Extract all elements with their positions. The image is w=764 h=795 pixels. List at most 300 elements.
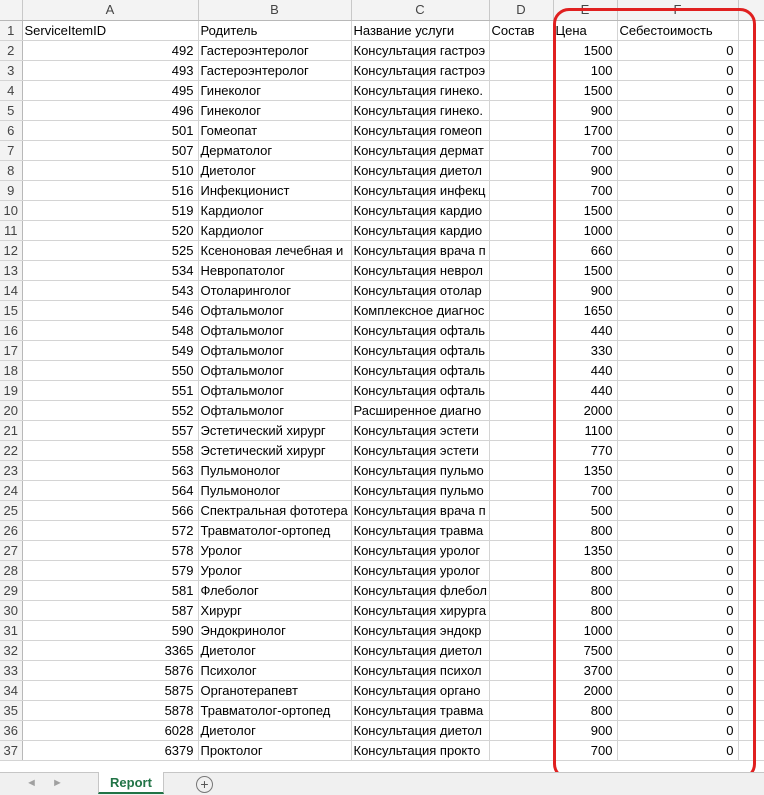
cell-composition[interactable] xyxy=(489,61,553,81)
cell-empty[interactable] xyxy=(738,161,764,181)
column-header-b[interactable]: B xyxy=(198,0,351,21)
cell-price[interactable]: 440 xyxy=(553,321,617,341)
cell-price[interactable]: 1700 xyxy=(553,121,617,141)
cell-parent[interactable]: Офтальмолог xyxy=(198,341,351,361)
row-number[interactable]: 6 xyxy=(0,121,22,141)
cell-service-name[interactable]: Консультация неврол xyxy=(351,261,489,281)
cell-empty[interactable] xyxy=(738,401,764,421)
cell-empty[interactable] xyxy=(738,521,764,541)
cell-service-name[interactable]: Консультация офталь xyxy=(351,361,489,381)
cell-parent[interactable]: Офтальмолог xyxy=(198,321,351,341)
cell-price[interactable]: 2000 xyxy=(553,681,617,701)
cell-empty[interactable] xyxy=(738,581,764,601)
cell-price[interactable]: 1500 xyxy=(553,81,617,101)
cell-parent[interactable]: Пульмонолог xyxy=(198,481,351,501)
cell-parent[interactable]: Офтальмолог xyxy=(198,401,351,421)
cell-composition[interactable] xyxy=(489,461,553,481)
row-number[interactable]: 36 xyxy=(0,721,22,741)
cell-composition[interactable] xyxy=(489,161,553,181)
cell-composition[interactable] xyxy=(489,421,553,441)
cell-cost[interactable]: 0 xyxy=(617,361,738,381)
cell-cost[interactable]: 0 xyxy=(617,541,738,561)
cell-composition[interactable] xyxy=(489,521,553,541)
cell-cost[interactable]: 0 xyxy=(617,681,738,701)
cell-cost[interactable]: 0 xyxy=(617,641,738,661)
cell-service-item-id[interactable]: 548 xyxy=(22,321,198,341)
cell-service-name[interactable]: Консультация офталь xyxy=(351,381,489,401)
cell-cost[interactable]: 0 xyxy=(617,301,738,321)
cell-price[interactable]: 800 xyxy=(553,521,617,541)
row-number[interactable]: 32 xyxy=(0,641,22,661)
cell-service-name[interactable]: Консультация отолар xyxy=(351,281,489,301)
row-number[interactable]: 11 xyxy=(0,221,22,241)
cell-composition[interactable] xyxy=(489,101,553,121)
cell-cost[interactable]: 0 xyxy=(617,41,738,61)
cell-service-item-id[interactable]: 549 xyxy=(22,341,198,361)
cell-service-item-id[interactable]: 564 xyxy=(22,481,198,501)
cell-cost[interactable]: 0 xyxy=(617,401,738,421)
row-number[interactable]: 17 xyxy=(0,341,22,361)
cell-composition[interactable] xyxy=(489,361,553,381)
cell-price[interactable]: 700 xyxy=(553,481,617,501)
cell-service-item-id[interactable]: 550 xyxy=(22,361,198,381)
cell-cost[interactable]: 0 xyxy=(617,461,738,481)
cell-cost[interactable]: 0 xyxy=(617,581,738,601)
cell-price[interactable]: 3700 xyxy=(553,661,617,681)
cell-service-name[interactable]: Консультация дермат xyxy=(351,141,489,161)
cell-empty[interactable] xyxy=(738,541,764,561)
cell-parent[interactable]: Гинеколог xyxy=(198,101,351,121)
cell-parent[interactable]: Травматолог-ортопед xyxy=(198,701,351,721)
cell-service-name[interactable]: Консультация травма xyxy=(351,521,489,541)
cell-parent[interactable]: Уролог xyxy=(198,561,351,581)
cell-service-item-id[interactable]: 572 xyxy=(22,521,198,541)
cell-parent[interactable]: Кардиолог xyxy=(198,201,351,221)
cell-parent[interactable]: Диетолог xyxy=(198,721,351,741)
cell-service-item-id[interactable]: 543 xyxy=(22,281,198,301)
cell-cost[interactable]: 0 xyxy=(617,321,738,341)
cell-price[interactable]: 2000 xyxy=(553,401,617,421)
cell-price[interactable]: 1650 xyxy=(553,301,617,321)
cell-parent[interactable]: Гастероэнтеролог xyxy=(198,41,351,61)
row-number[interactable]: 26 xyxy=(0,521,22,541)
cell-service-item-id[interactable]: 546 xyxy=(22,301,198,321)
cell-empty[interactable] xyxy=(738,81,764,101)
cell-service-name[interactable]: Консультация флебол xyxy=(351,581,489,601)
row-number[interactable]: 16 xyxy=(0,321,22,341)
cell-composition[interactable] xyxy=(489,241,553,261)
cell-parent[interactable]: Офтальмолог xyxy=(198,381,351,401)
row-number[interactable]: 5 xyxy=(0,101,22,121)
cell-price[interactable]: 1100 xyxy=(553,421,617,441)
column-header-c[interactable]: C xyxy=(351,0,489,21)
cell-price[interactable]: 900 xyxy=(553,281,617,301)
cell-price[interactable]: 1500 xyxy=(553,41,617,61)
cell-empty[interactable] xyxy=(738,121,764,141)
cell-cost[interactable]: 0 xyxy=(617,741,738,761)
cell-composition[interactable] xyxy=(489,661,553,681)
cell-cost[interactable]: 0 xyxy=(617,661,738,681)
cell-empty[interactable] xyxy=(738,561,764,581)
cell-composition[interactable] xyxy=(489,621,553,641)
cell-cost[interactable]: 0 xyxy=(617,341,738,361)
cell-parent[interactable]: Эстетический хирург xyxy=(198,421,351,441)
cell-service-name[interactable]: Консультация инфекц xyxy=(351,181,489,201)
cell-cost[interactable]: 0 xyxy=(617,221,738,241)
cell-parent[interactable]: Диетолог xyxy=(198,641,351,661)
row-number[interactable]: 22 xyxy=(0,441,22,461)
cell-service-item-id[interactable]: 551 xyxy=(22,381,198,401)
cell-empty[interactable] xyxy=(738,661,764,681)
cell-composition[interactable] xyxy=(489,381,553,401)
cell-empty[interactable] xyxy=(738,101,764,121)
cell-cost[interactable]: 0 xyxy=(617,241,738,261)
cell-cost[interactable]: 0 xyxy=(617,141,738,161)
cell-empty[interactable] xyxy=(738,501,764,521)
cell-empty[interactable] xyxy=(738,241,764,261)
cell-cost[interactable]: 0 xyxy=(617,621,738,641)
cell-service-name[interactable]: Консультация офталь xyxy=(351,321,489,341)
cell-empty[interactable] xyxy=(738,341,764,361)
row-number[interactable]: 19 xyxy=(0,381,22,401)
cell-composition[interactable] xyxy=(489,81,553,101)
cell-service-item-id[interactable]: 525 xyxy=(22,241,198,261)
cell-composition[interactable] xyxy=(489,281,553,301)
cell-service-name[interactable]: Консультация гомеоп xyxy=(351,121,489,141)
cell-composition[interactable] xyxy=(489,601,553,621)
cell-empty[interactable] xyxy=(738,41,764,61)
cell-price[interactable]: 800 xyxy=(553,701,617,721)
row-number[interactable]: 9 xyxy=(0,181,22,201)
cell-composition[interactable] xyxy=(489,121,553,141)
cell-cost[interactable]: 0 xyxy=(617,421,738,441)
cell-parent[interactable]: Пульмонолог xyxy=(198,461,351,481)
cell-service-item-id[interactable]: 578 xyxy=(22,541,198,561)
row-number[interactable]: 7 xyxy=(0,141,22,161)
cell-composition[interactable] xyxy=(489,321,553,341)
cell-cost[interactable]: 0 xyxy=(617,561,738,581)
cell-empty[interactable] xyxy=(738,261,764,281)
cell-service-name[interactable]: Консультация прокто xyxy=(351,741,489,761)
cell-cost[interactable]: 0 xyxy=(617,501,738,521)
cell-parent[interactable]: Уролог xyxy=(198,541,351,561)
cell-price[interactable]: 1500 xyxy=(553,201,617,221)
cell-price[interactable]: 800 xyxy=(553,581,617,601)
cell-service-name[interactable]: Консультация кардио xyxy=(351,221,489,241)
row-number[interactable]: 28 xyxy=(0,561,22,581)
cell-service-item-id[interactable]: 5876 xyxy=(22,661,198,681)
row-number[interactable]: 18 xyxy=(0,361,22,381)
cell-header-id[interactable]: ServiceItemID xyxy=(22,21,198,41)
cell-service-item-id[interactable]: 3365 xyxy=(22,641,198,661)
cell-cost[interactable]: 0 xyxy=(617,201,738,221)
cell-parent[interactable]: Кардиолог xyxy=(198,221,351,241)
cell-service-name[interactable]: Консультация врача п xyxy=(351,241,489,261)
cell-parent[interactable]: Гомеопат xyxy=(198,121,351,141)
cell-composition[interactable] xyxy=(489,181,553,201)
cell-parent[interactable]: Офтальмолог xyxy=(198,361,351,381)
cell-service-name[interactable]: Консультация эстети xyxy=(351,421,489,441)
cell-service-item-id[interactable]: 566 xyxy=(22,501,198,521)
cell-price[interactable]: 660 xyxy=(553,241,617,261)
row-number[interactable]: 21 xyxy=(0,421,22,441)
cell-parent[interactable]: Эндокринолог xyxy=(198,621,351,641)
cell-parent[interactable]: Флеболог xyxy=(198,581,351,601)
cell-service-item-id[interactable]: 587 xyxy=(22,601,198,621)
cell-service-name[interactable]: Консультация кардио xyxy=(351,201,489,221)
cell-header-price[interactable]: Цена xyxy=(553,21,617,41)
row-number[interactable]: 1 xyxy=(0,21,22,41)
cell-service-item-id[interactable]: 516 xyxy=(22,181,198,201)
cell-service-item-id[interactable]: 581 xyxy=(22,581,198,601)
cell-composition[interactable] xyxy=(489,741,553,761)
cell-price[interactable]: 800 xyxy=(553,601,617,621)
cell-cost[interactable]: 0 xyxy=(617,481,738,501)
row-number[interactable]: 12 xyxy=(0,241,22,261)
cell-service-item-id[interactable]: 534 xyxy=(22,261,198,281)
cell-price[interactable]: 1000 xyxy=(553,221,617,241)
cell-empty[interactable] xyxy=(738,701,764,721)
cell-empty[interactable] xyxy=(738,441,764,461)
cell-parent[interactable]: Офтальмолог xyxy=(198,301,351,321)
cell-price[interactable]: 700 xyxy=(553,741,617,761)
cell-composition[interactable] xyxy=(489,541,553,561)
cell-service-item-id[interactable]: 579 xyxy=(22,561,198,581)
cell-header-cost[interactable]: Себестоимость xyxy=(617,21,738,41)
cell-service-name[interactable]: Консультация гастроэ xyxy=(351,61,489,81)
cell-service-item-id[interactable]: 6028 xyxy=(22,721,198,741)
cell-composition[interactable] xyxy=(489,721,553,741)
cell-parent[interactable]: Эстетический хирург xyxy=(198,441,351,461)
row-number[interactable]: 20 xyxy=(0,401,22,421)
cell-cost[interactable]: 0 xyxy=(617,101,738,121)
row-number[interactable]: 31 xyxy=(0,621,22,641)
column-header-d[interactable]: D xyxy=(489,0,553,21)
cell-empty[interactable] xyxy=(738,361,764,381)
cell-empty[interactable] xyxy=(738,461,764,481)
row-number[interactable]: 14 xyxy=(0,281,22,301)
cell-price[interactable]: 900 xyxy=(553,101,617,121)
cell-service-item-id[interactable]: 5875 xyxy=(22,681,198,701)
cell-empty[interactable] xyxy=(738,141,764,161)
cell-parent[interactable]: Дерматолог xyxy=(198,141,351,161)
cell-empty[interactable] xyxy=(738,61,764,81)
cell-price[interactable]: 700 xyxy=(553,181,617,201)
cell-parent[interactable]: Гинеколог xyxy=(198,81,351,101)
cell-service-item-id[interactable]: 501 xyxy=(22,121,198,141)
cell-composition[interactable] xyxy=(489,681,553,701)
cell-empty[interactable] xyxy=(738,741,764,761)
cell-service-name[interactable]: Консультация пульмо xyxy=(351,481,489,501)
cell-price[interactable]: 1350 xyxy=(553,541,617,561)
cell-parent[interactable]: Ксеноновая лечебная и xyxy=(198,241,351,261)
cell-service-name[interactable]: Консультация органо xyxy=(351,681,489,701)
cell-service-name[interactable]: Консультация пульмо xyxy=(351,461,489,481)
cell-service-item-id[interactable]: 493 xyxy=(22,61,198,81)
cell-price[interactable]: 440 xyxy=(553,381,617,401)
cell-empty[interactable] xyxy=(738,221,764,241)
cell-service-name[interactable]: Консультация гастроэ xyxy=(351,41,489,61)
cell-service-name[interactable]: Консультация гинеко. xyxy=(351,101,489,121)
cell-price[interactable]: 1350 xyxy=(553,461,617,481)
cell-service-name[interactable]: Комплексное диагнос xyxy=(351,301,489,321)
cell-price[interactable]: 100 xyxy=(553,61,617,81)
cell-composition[interactable] xyxy=(489,641,553,661)
add-sheet-icon[interactable]: + xyxy=(196,776,213,793)
cell-price[interactable]: 500 xyxy=(553,501,617,521)
cell-composition[interactable] xyxy=(489,201,553,221)
cell-composition[interactable] xyxy=(489,221,553,241)
cell-cost[interactable]: 0 xyxy=(617,121,738,141)
cell-service-name[interactable]: Консультация офталь xyxy=(351,341,489,361)
column-header-e[interactable]: E xyxy=(553,0,617,21)
row-number[interactable]: 2 xyxy=(0,41,22,61)
cell-service-name[interactable]: Консультация эндокр xyxy=(351,621,489,641)
cell-composition[interactable] xyxy=(489,261,553,281)
cell-price[interactable]: 800 xyxy=(553,561,617,581)
cell-parent[interactable]: Инфекционист xyxy=(198,181,351,201)
row-number[interactable]: 8 xyxy=(0,161,22,181)
cell-composition[interactable] xyxy=(489,561,553,581)
cell-composition[interactable] xyxy=(489,501,553,521)
cell-cost[interactable]: 0 xyxy=(617,521,738,541)
row-number[interactable]: 37 xyxy=(0,741,22,761)
cell-service-item-id[interactable]: 558 xyxy=(22,441,198,461)
cell-composition[interactable] xyxy=(489,341,553,361)
cell-cost[interactable]: 0 xyxy=(617,701,738,721)
cell-header-service[interactable]: Название услуги xyxy=(351,21,489,41)
cell-parent[interactable]: Органотерапевт xyxy=(198,681,351,701)
cell-empty[interactable] xyxy=(738,681,764,701)
cell-service-item-id[interactable]: 519 xyxy=(22,201,198,221)
cell-price[interactable]: 900 xyxy=(553,161,617,181)
row-number[interactable]: 23 xyxy=(0,461,22,481)
cell-composition[interactable] xyxy=(489,481,553,501)
row-number[interactable]: 15 xyxy=(0,301,22,321)
cell-service-item-id[interactable]: 590 xyxy=(22,621,198,641)
cell-empty[interactable] xyxy=(738,721,764,741)
row-number[interactable]: 13 xyxy=(0,261,22,281)
cell-service-item-id[interactable]: 520 xyxy=(22,221,198,241)
cell-parent[interactable]: Проктолог xyxy=(198,741,351,761)
cell-service-name[interactable]: Консультация уролог xyxy=(351,561,489,581)
cell-service-name[interactable]: Консультация диетол xyxy=(351,721,489,741)
cell-service-item-id[interactable]: 507 xyxy=(22,141,198,161)
cell-parent[interactable]: Травматолог-ортопед xyxy=(198,521,351,541)
row-number[interactable]: 34 xyxy=(0,681,22,701)
cell-parent[interactable]: Гастероэнтеролог xyxy=(198,61,351,81)
cell-composition[interactable] xyxy=(489,141,553,161)
cell-empty[interactable] xyxy=(738,641,764,661)
cell-service-name[interactable]: Расширенное диагно xyxy=(351,401,489,421)
cell-empty[interactable] xyxy=(738,421,764,441)
cell-parent[interactable]: Психолог xyxy=(198,661,351,681)
row-number[interactable]: 33 xyxy=(0,661,22,681)
cell-empty[interactable] xyxy=(738,321,764,341)
cell-service-name[interactable]: Консультация эстети xyxy=(351,441,489,461)
cell-empty[interactable] xyxy=(738,201,764,221)
cell-parent[interactable]: Отоларинголог xyxy=(198,281,351,301)
row-number[interactable]: 25 xyxy=(0,501,22,521)
cell-composition[interactable] xyxy=(489,41,553,61)
cell-empty[interactable] xyxy=(738,301,764,321)
row-number[interactable]: 30 xyxy=(0,601,22,621)
column-header-f[interactable]: F xyxy=(617,0,738,21)
cell-service-name[interactable]: Консультация психол xyxy=(351,661,489,681)
cell-composition[interactable] xyxy=(489,401,553,421)
cell-service-item-id[interactable]: 510 xyxy=(22,161,198,181)
cell-cost[interactable]: 0 xyxy=(617,601,738,621)
cell-empty[interactable] xyxy=(738,281,764,301)
cell-composition[interactable] xyxy=(489,301,553,321)
cell-price[interactable]: 1000 xyxy=(553,621,617,641)
cell-parent[interactable]: Хирург xyxy=(198,601,351,621)
cell-cost[interactable]: 0 xyxy=(617,181,738,201)
cell-composition[interactable] xyxy=(489,581,553,601)
cell-price[interactable]: 7500 xyxy=(553,641,617,661)
row-number[interactable]: 29 xyxy=(0,581,22,601)
cell-empty[interactable] xyxy=(738,481,764,501)
cell-parent[interactable]: Диетолог xyxy=(198,161,351,181)
cell-service-name[interactable]: Консультация уролог xyxy=(351,541,489,561)
scroll-left-icon[interactable]: ◄ xyxy=(26,777,37,789)
cell-service-name[interactable]: Консультация врача п xyxy=(351,501,489,521)
cell-price[interactable]: 770 xyxy=(553,441,617,461)
cell-service-item-id[interactable]: 557 xyxy=(22,421,198,441)
cell-empty[interactable] xyxy=(738,621,764,641)
cell-cost[interactable]: 0 xyxy=(617,721,738,741)
cell-service-item-id[interactable]: 5878 xyxy=(22,701,198,721)
row-number[interactable]: 27 xyxy=(0,541,22,561)
scroll-right-icon[interactable]: ► xyxy=(52,777,63,789)
cell-service-item-id[interactable]: 492 xyxy=(22,41,198,61)
cell-service-name[interactable]: Консультация диетол xyxy=(351,161,489,181)
cell-header-parent[interactable]: Родитель xyxy=(198,21,351,41)
row-number[interactable]: 10 xyxy=(0,201,22,221)
row-number[interactable]: 4 xyxy=(0,81,22,101)
cell-composition[interactable] xyxy=(489,441,553,461)
cell-cost[interactable]: 0 xyxy=(617,81,738,101)
cell-parent[interactable]: Спектральная фототера xyxy=(198,501,351,521)
cell-cost[interactable]: 0 xyxy=(617,161,738,181)
cell-service-item-id[interactable]: 495 xyxy=(22,81,198,101)
cell-service-item-id[interactable]: 496 xyxy=(22,101,198,121)
cell-service-name[interactable]: Консультация диетол xyxy=(351,641,489,661)
cell-price[interactable]: 700 xyxy=(553,141,617,161)
column-header-a[interactable]: A xyxy=(22,0,198,21)
cell-service-item-id[interactable]: 552 xyxy=(22,401,198,421)
cell-empty[interactable] xyxy=(738,381,764,401)
select-all-corner[interactable] xyxy=(0,0,22,21)
cell-cost[interactable]: 0 xyxy=(617,281,738,301)
cell-cost[interactable]: 0 xyxy=(617,441,738,461)
cell-service-item-id[interactable]: 6379 xyxy=(22,741,198,761)
row-number[interactable]: 24 xyxy=(0,481,22,501)
cell-service-name[interactable]: Консультация травма xyxy=(351,701,489,721)
cell-service-item-id[interactable]: 563 xyxy=(22,461,198,481)
sheet-tab-report[interactable]: Report xyxy=(98,772,164,794)
cell-price[interactable]: 1500 xyxy=(553,261,617,281)
row-number[interactable]: 3 xyxy=(0,61,22,81)
cell-price[interactable]: 330 xyxy=(553,341,617,361)
cell-header-composition[interactable]: Состав xyxy=(489,21,553,41)
column-header-g[interactable] xyxy=(738,0,764,21)
cell-parent[interactable]: Невропатолог xyxy=(198,261,351,281)
cell-service-name[interactable]: Консультация гинеко. xyxy=(351,81,489,101)
cell-empty[interactable] xyxy=(738,181,764,201)
cell-service-name[interactable]: Консультация хирурга xyxy=(351,601,489,621)
cell-price[interactable]: 900 xyxy=(553,721,617,741)
